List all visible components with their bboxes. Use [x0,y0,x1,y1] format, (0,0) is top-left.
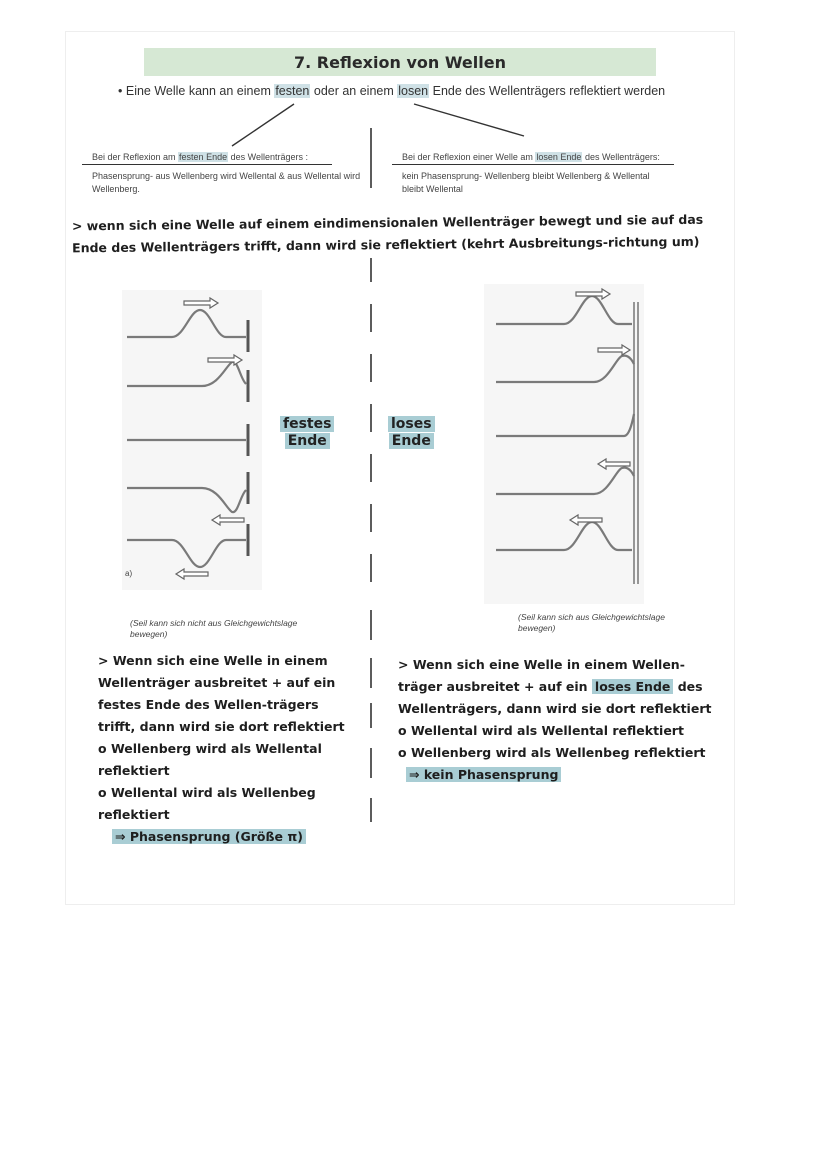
right-note-rule [392,164,674,165]
fixed-end-label-1: festes [280,416,334,432]
right-note-heading [402,152,660,162]
fixed-end-diagram [122,290,262,590]
intro-fest: festen [275,84,310,98]
intro-bullet: • Eine Welle kann an einem festen oder an einem losen Ende des Wellenträgers reflektiert werden [118,84,666,98]
intro-pre: Eine Welle kann an einem [125,84,275,98]
loose-end-paragraph-post: des Wellenträgers, dann wird sie dort reflektiert [398,679,712,716]
intro-post: Ende des Wellenträgers reflektiert werden [429,84,666,98]
right-note-body: kein Phasensprung- Wellenberg bleibt Wellenberg & Wellental bleibt Wellental [402,171,650,194]
fixed-end-result: ⇒ Phasensprung (Größe π) [112,829,306,844]
panel-a-label: a) [125,569,133,578]
loose-end-paragraph [398,654,728,720]
loose-end-label-1: loses [388,416,435,432]
loose-end-notes [398,654,728,786]
page-title: 7. Reflexion von Wellen [294,52,506,72]
fixed-end-notes [98,650,348,848]
fixed-end-paragraph: > Wenn sich eine Welle in einem Wellenträger ausbreitet + auf ein festes Ende des Wellen-trägers trifft, dann wird sie dort reflektiert [98,653,345,734]
fixed-end-label-2: Ende [285,433,330,449]
fixed-end-caption: (Seil kann sich nicht aus Gleichgewichtslage bewegen) [130,618,298,639]
fixed-end-bullet-2: o Wellental wird als Wellenbeg reflektiert [98,785,316,822]
loose-end-bullet-1: o Wellental wird als Wellental reflektiert [398,723,684,738]
left-note-rule [82,164,332,165]
loose-end-paragraph-pre: > Wenn sich eine Welle in einem Wellen-träger ausbreitet + auf ein [398,657,685,694]
loose-end-result: ⇒ kein Phasensprung [406,767,561,782]
fixed-end-bullet-1: o Wellenberg wird als Wellental reflektiert [98,741,322,778]
left-note-head-post: des Wellenträgers : [228,152,308,162]
left-note-body: Phasensprung- aus Wellenberg wird Wellental & aus Wellental wird Wellenberg. [92,171,361,194]
left-note-head-pre: Bei der Reflexion am [92,152,179,162]
loose-end-bullet-2: o Wellenberg wird als Wellenbeg reflektiert [398,745,706,760]
loose-end-diagram [484,284,644,604]
loose-end-paragraph-hl: loses Ende [592,679,673,694]
left-note-head-hl: festen Ende [179,152,228,162]
intro-los: losen [398,84,429,98]
intro-handwritten: > wenn sich eine Welle auf einem eindimensionalen Wellenträger bewegt und sie auf das Ende des Wellenträgers trifft, dann wird sie reflektiert (kehrt Ausbreitungs-richtung um) [71,211,704,256]
loose-end-label-2: Ende [389,433,434,449]
loose-end-caption: (Seil kann sich aus Gleichgewichtslage bewegen) [518,612,665,633]
right-note-head-post: des Wellenträgers: [582,152,660,162]
intro-mid: oder an einem [310,84,398,98]
loose-end-label [388,416,435,450]
fixed-end-label [280,416,334,450]
left-note-heading [92,152,308,162]
right-note-head-hl: losen Ende [536,152,582,162]
right-note-head-pre: Bei der Reflexion einer Welle am [402,152,536,162]
